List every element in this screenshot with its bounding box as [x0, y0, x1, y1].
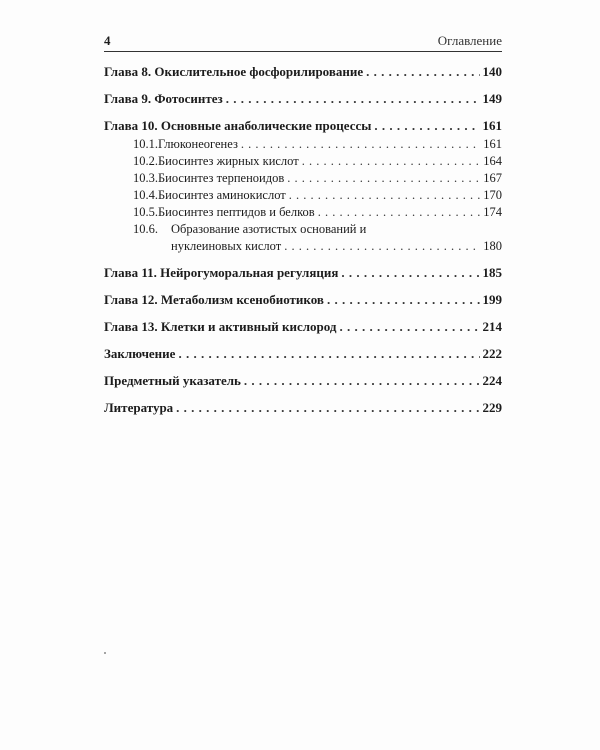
section-number: 10.4.	[133, 188, 158, 202]
leader-dots	[287, 171, 480, 186]
leader-dots	[289, 188, 480, 203]
toc-entry-chapter-12[interactable]	[104, 292, 502, 308]
toc-entry-chapter-8[interactable]	[104, 64, 502, 80]
toc-entry-page: 214	[482, 319, 502, 334]
toc-entry-page: 161	[483, 137, 502, 151]
toc-entry-label: Литература	[104, 400, 174, 415]
toc-entry-label: Глава 10. Основные анаболические процессы	[104, 118, 372, 133]
section-number: 10.6.	[133, 222, 158, 236]
leader-dots	[341, 265, 479, 281]
toc-entry-label: Глюконеогенез	[158, 137, 238, 151]
section-number: 10.1.	[133, 137, 158, 151]
running-title: Оглавление	[437, 33, 502, 48]
toc-entry-label: Биосинтез терпеноидов	[158, 171, 285, 185]
leader-dots	[302, 154, 481, 169]
leader-dots	[327, 292, 480, 308]
leader-dots	[339, 319, 479, 335]
leader-dots	[318, 205, 481, 220]
toc-entry-chapter-9[interactable]	[104, 91, 502, 107]
toc-entry-page: 164	[483, 154, 502, 168]
toc-entry-page: 185	[482, 265, 502, 280]
section-number: 10.5.	[133, 205, 158, 219]
leader-dots	[374, 118, 479, 134]
toc-entry-label: Предметный указатель	[104, 373, 241, 388]
toc-entry-label: Биосинтез пептидов и белков	[158, 205, 315, 219]
toc-entry-section-10-6[interactable]	[104, 222, 502, 237]
toc-entry-page: 174	[483, 205, 502, 219]
toc-entry-chapter-13[interactable]	[104, 319, 502, 335]
toc-entry-label: Глава 11. Нейрогуморальная регуляция	[104, 265, 339, 280]
leader-dots	[284, 239, 480, 254]
toc-entry-section-10-4[interactable]	[104, 188, 502, 203]
toc-entry-page: 224	[482, 373, 502, 388]
toc-entry-page: 199	[482, 292, 502, 307]
toc-entry-subject-index[interactable]	[104, 373, 502, 389]
toc-entry-page: 180	[483, 239, 502, 253]
toc-entry-section-10-1[interactable]	[104, 137, 502, 152]
leader-dots	[178, 346, 479, 362]
toc-entry-label: Глава 12. Метаболизм ксенобиотиков	[104, 292, 324, 307]
toc-entry-page: 229	[482, 400, 502, 415]
toc-entry-page: 167	[483, 171, 502, 185]
toc-entry-label-line1: Образование азотистых оснований и	[171, 222, 367, 236]
section-number: 10.3.	[133, 171, 158, 185]
toc-entry-literature[interactable]	[104, 400, 502, 416]
toc-entry-label: Биосинтез жирных кислот	[158, 154, 299, 168]
leader-dots	[366, 64, 479, 80]
toc-entry-chapter-10[interactable]	[104, 118, 502, 134]
page-number: 4	[104, 33, 111, 48]
toc-entry-page: 170	[483, 188, 502, 202]
toc-entry-page: 140	[482, 64, 502, 79]
table-of-contents	[104, 64, 502, 416]
toc-entry-section-10-5[interactable]	[104, 205, 502, 220]
toc-entry-label: Глава 8. Окислительное фосфорилирование	[104, 64, 364, 79]
page-header	[104, 33, 502, 52]
leader-dots	[226, 91, 480, 107]
toc-entry-conclusion[interactable]	[104, 346, 502, 362]
toc-entry-label: Биосинтез аминокислот	[158, 188, 286, 202]
toc-entry-section-10-2[interactable]	[104, 154, 502, 169]
leader-dots	[241, 137, 480, 152]
toc-entry-chapter-11[interactable]	[104, 265, 502, 281]
toc-entry-label: Глава 13. Клетки и активный кислород	[104, 319, 337, 334]
leader-dots	[176, 400, 479, 416]
toc-entry-section-10-6-continued[interactable]	[104, 239, 502, 254]
section-number: 10.2.	[133, 154, 158, 168]
leader-dots	[244, 373, 480, 389]
toc-entry-section-10-3[interactable]	[104, 171, 502, 186]
toc-entry-page: 161	[482, 118, 502, 133]
scan-speck	[104, 652, 106, 654]
toc-entry-page: 222	[482, 346, 502, 361]
toc-entry-label: Заключение	[104, 346, 176, 361]
toc-entry-label: Глава 9. Фотосинтез	[104, 91, 223, 106]
toc-entry-page: 149	[482, 91, 502, 106]
toc-entry-label-line2: нуклеиновых кислот	[171, 239, 282, 253]
